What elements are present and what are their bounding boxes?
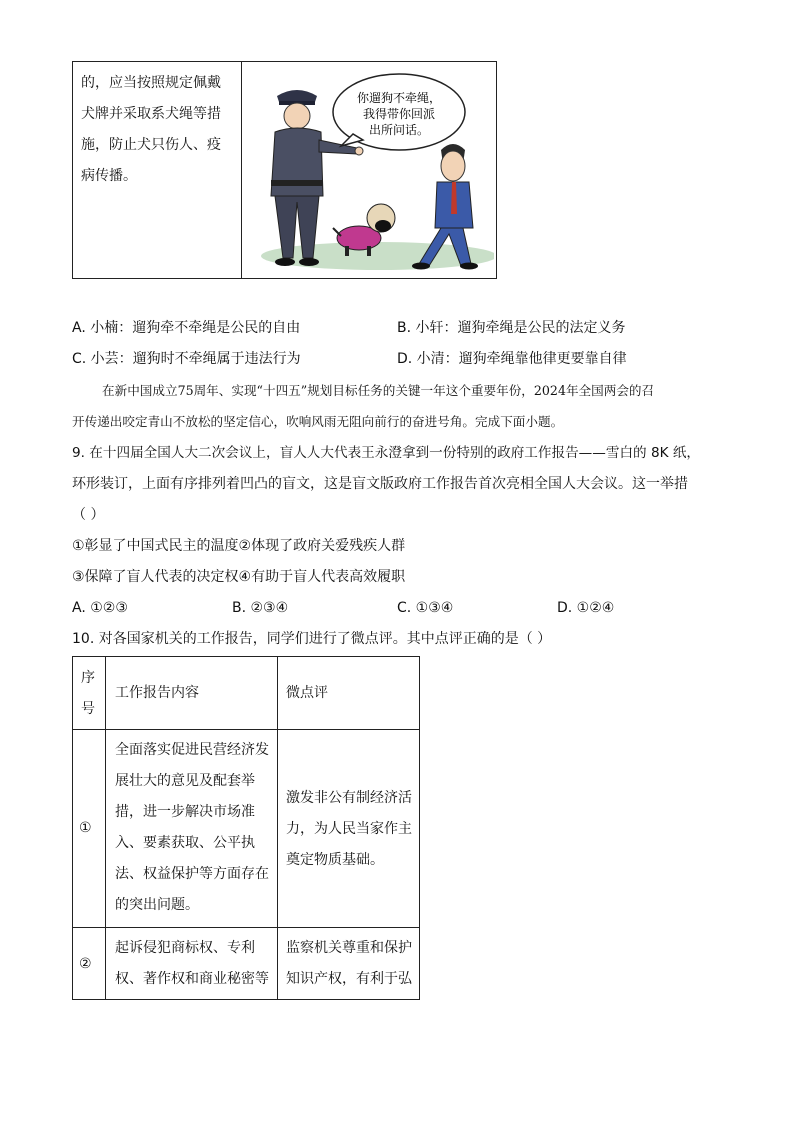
- table-divider: [73, 729, 419, 730]
- top-text-line: 的，应当按照规定佩戴: [81, 75, 221, 91]
- header-comment: 微点评: [286, 685, 328, 701]
- q9-option-d: D. ①②④: [557, 600, 615, 616]
- top-text-line: 施，防止犬只伤人、疫: [81, 137, 221, 153]
- q8-option-a: A. 小楠：遛狗牵不牵绳是公民的自由: [72, 320, 301, 336]
- content-line: 展壮大的意见及配套举: [115, 773, 255, 789]
- comment-line: 奠定物质基础。: [286, 852, 384, 868]
- q9-option-a: A. ①②③: [72, 600, 128, 616]
- row-number: ②: [79, 956, 92, 972]
- speech-bubble: [333, 74, 465, 150]
- content-line: 的突出问题。: [115, 897, 199, 913]
- q8-option-d: D. 小清：遛狗牵绳靠他律更要靠自律: [397, 351, 627, 367]
- content-line: 措，进一步解决市场准: [115, 804, 255, 820]
- row-comment: [286, 783, 412, 876]
- comment-line: 力，为人民当家作主: [286, 821, 412, 837]
- top-table: [72, 61, 497, 279]
- bubble-line: 我得带你回派: [362, 107, 436, 121]
- row-number: ①: [79, 820, 92, 836]
- header-no-line: 序: [81, 670, 95, 686]
- q9-option-b: B. ②③④: [232, 600, 289, 616]
- bubble-line: 你遛狗不牵绳，: [356, 91, 442, 105]
- q9-answer-blank: （ ）: [72, 507, 105, 523]
- q8-option-b: B. 小轩：遛狗牵绳是公民的法定义务: [397, 320, 626, 336]
- q9-statement: ①彰显了中国式民主的温度②体现了政府关爱残疾人群: [72, 538, 406, 554]
- content-line: 入、要素获取、公平执: [115, 835, 255, 851]
- q9-option-c: C. ①③④: [397, 600, 454, 616]
- q9-stem-line: 环形装订，上面有序排列着凹凸的盲文，这是盲文版政府工作报告首次亮相全国人大会议。这一举措: [72, 476, 688, 492]
- q8-option-c: C. 小芸：遛狗时不牵绳属于违法行为: [72, 351, 301, 367]
- table-divider: [73, 927, 419, 928]
- header-content: 工作报告内容: [115, 685, 199, 701]
- comment-line: 激发非公有制经济活: [286, 790, 412, 806]
- table-divider: [277, 657, 278, 999]
- top-text-line: 病传播。: [81, 168, 137, 184]
- content-line: 法、权益保护等方面存在: [115, 866, 269, 882]
- intro-line: 开传递出咬定青山不放松的坚定信心，吹响风雨无阻向前行的奋进号角。完成下面小题。: [72, 414, 564, 429]
- q9-stem-line: 9. 在十四届全国人大二次会议上，盲人人大代表王永澄拿到一份特别的政府工作报告——雪白的 8K 纸，: [72, 445, 701, 461]
- top-cell-text: [81, 68, 233, 192]
- top-text-line: 犬牌并采取系犬绳等措: [81, 106, 221, 122]
- header-no: [81, 663, 95, 725]
- cartoon-illustration: [249, 68, 494, 272]
- q10-table: [72, 656, 420, 1000]
- content-line: 全面落实促进民营经济发: [115, 742, 269, 758]
- q9-statement: ③保障了盲人代表的决定权④有助于盲人代表高效履职: [72, 569, 406, 585]
- header-no-line: 号: [81, 701, 95, 717]
- q10-stem: 10. 对各国家机关的工作报告，同学们进行了微点评。其中点评正确的是（ ）: [72, 631, 552, 647]
- row-content: [115, 933, 269, 995]
- content-line: 权、著作权和商业秘密等: [115, 971, 269, 987]
- intro-line: 在新中国成立75周年、实现“十四五”规划目标任务的关键一年这个重要年份，2024年全国两会的召: [102, 383, 655, 398]
- table-divider: [241, 62, 242, 278]
- comment-line: 监察机关尊重和保护: [286, 940, 412, 956]
- row-content: [115, 735, 269, 921]
- comment-line: 知识产权，有利于弘: [286, 971, 412, 987]
- row-comment: [286, 933, 412, 995]
- content-line: 起诉侵犯商标权、专利: [115, 940, 255, 956]
- table-divider: [105, 657, 106, 999]
- bubble-line: 出所问话。: [368, 123, 430, 137]
